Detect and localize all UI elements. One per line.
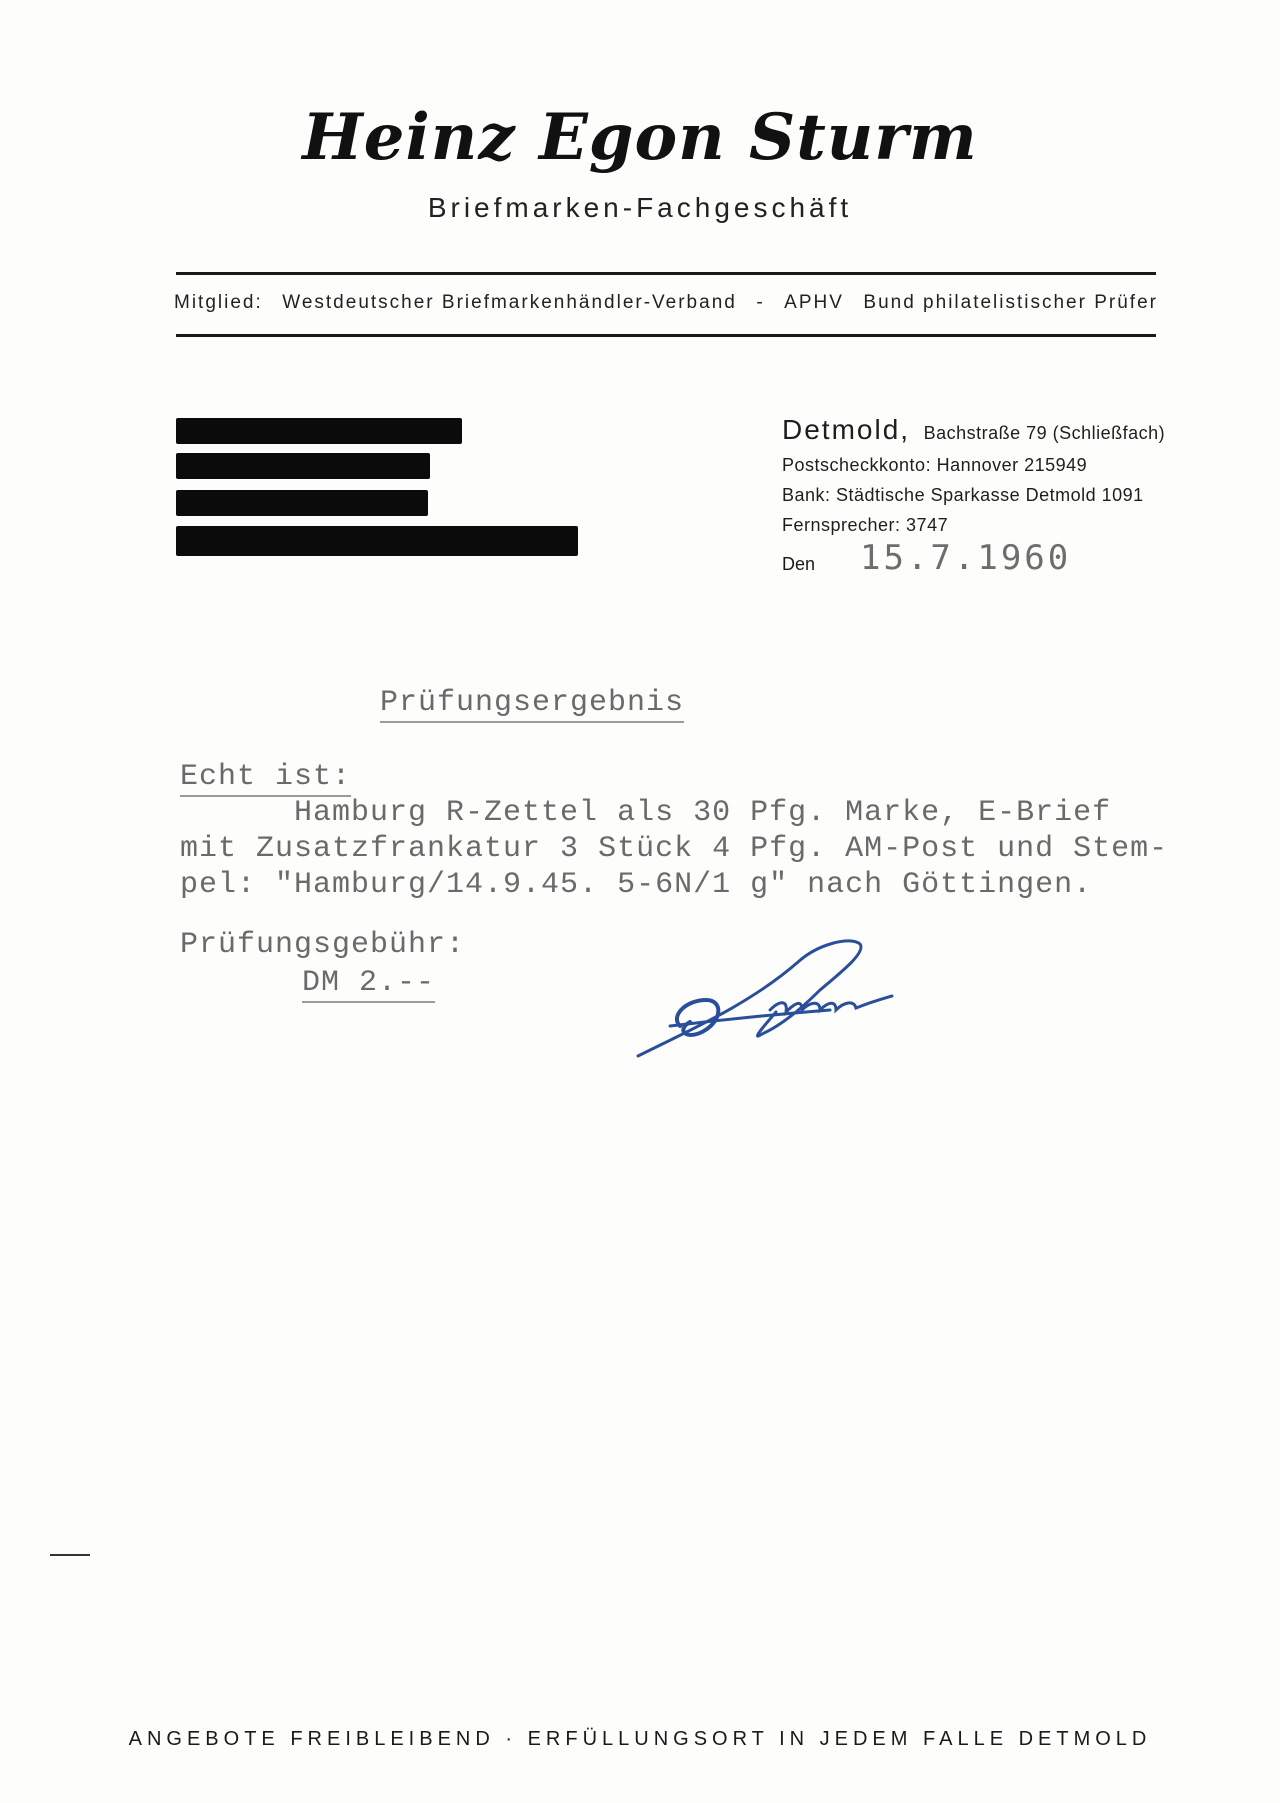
date-label: Den	[782, 554, 816, 574]
redacted-recipient-line-1	[176, 418, 462, 444]
membership-line	[174, 292, 1158, 314]
body-line-1: Hamburg R-Zettel als 30 Pfg. Marke, E-Brief	[180, 796, 1112, 830]
address-city-line	[782, 410, 1165, 450]
address-city: Detmold,	[782, 414, 911, 445]
membership-dash: -	[756, 292, 765, 313]
redacted-recipient-line-4	[176, 526, 578, 556]
membership-association: Westdeutscher Briefmarkenhändler-Verband	[282, 292, 737, 313]
result-heading: Prüfungsergebnis	[380, 686, 684, 723]
footer-note: ANGEBOTE FREIBLEIBEND · ERFÜLLUNGSORT IN JEDEM FALLE DETMOLD	[128, 1728, 1152, 1750]
sender-address	[782, 410, 1165, 540]
redacted-recipient-line-3	[176, 490, 428, 516]
membership-bund: Bund philatelistischer Prüfer	[863, 292, 1158, 313]
fold-mark	[50, 1554, 90, 1556]
address-bank: Bank: Städtische Sparkasse Detmold 1091	[782, 485, 1144, 505]
signature	[630, 930, 970, 1060]
genuine-label: Echt ist:	[180, 760, 351, 797]
fee-value: DM 2.--	[302, 966, 435, 1003]
letterhead-name: Heinz Egon Sturm	[302, 100, 978, 175]
membership-label: Mitglied:	[174, 292, 263, 313]
top-rule	[176, 272, 1156, 275]
address-postscheck: Postscheckkonto: Hannover 215949	[782, 455, 1088, 475]
address-street: Bachstraße 79 (Schließfach)	[923, 423, 1166, 443]
redacted-recipient-line-2	[176, 453, 430, 479]
address-phone: Fernsprecher: 3747	[782, 515, 949, 535]
letterhead-subtitle: Briefmarken-Fachgeschäft	[427, 192, 853, 223]
membership-aphv: APHV	[784, 292, 844, 313]
body-line-2: mit Zusatzfrankatur 3 Stück 4 Pfg. AM-Post und Stem-	[180, 832, 1169, 866]
date-value: 15.7.1960	[860, 538, 1072, 578]
fee-label: Prüfungsgebühr:	[180, 928, 466, 962]
body-line-3: pel: "Hamburg/14.9.45. 5-6N/1 g" nach Göttingen.	[180, 868, 1093, 902]
bottom-rule	[176, 334, 1156, 337]
